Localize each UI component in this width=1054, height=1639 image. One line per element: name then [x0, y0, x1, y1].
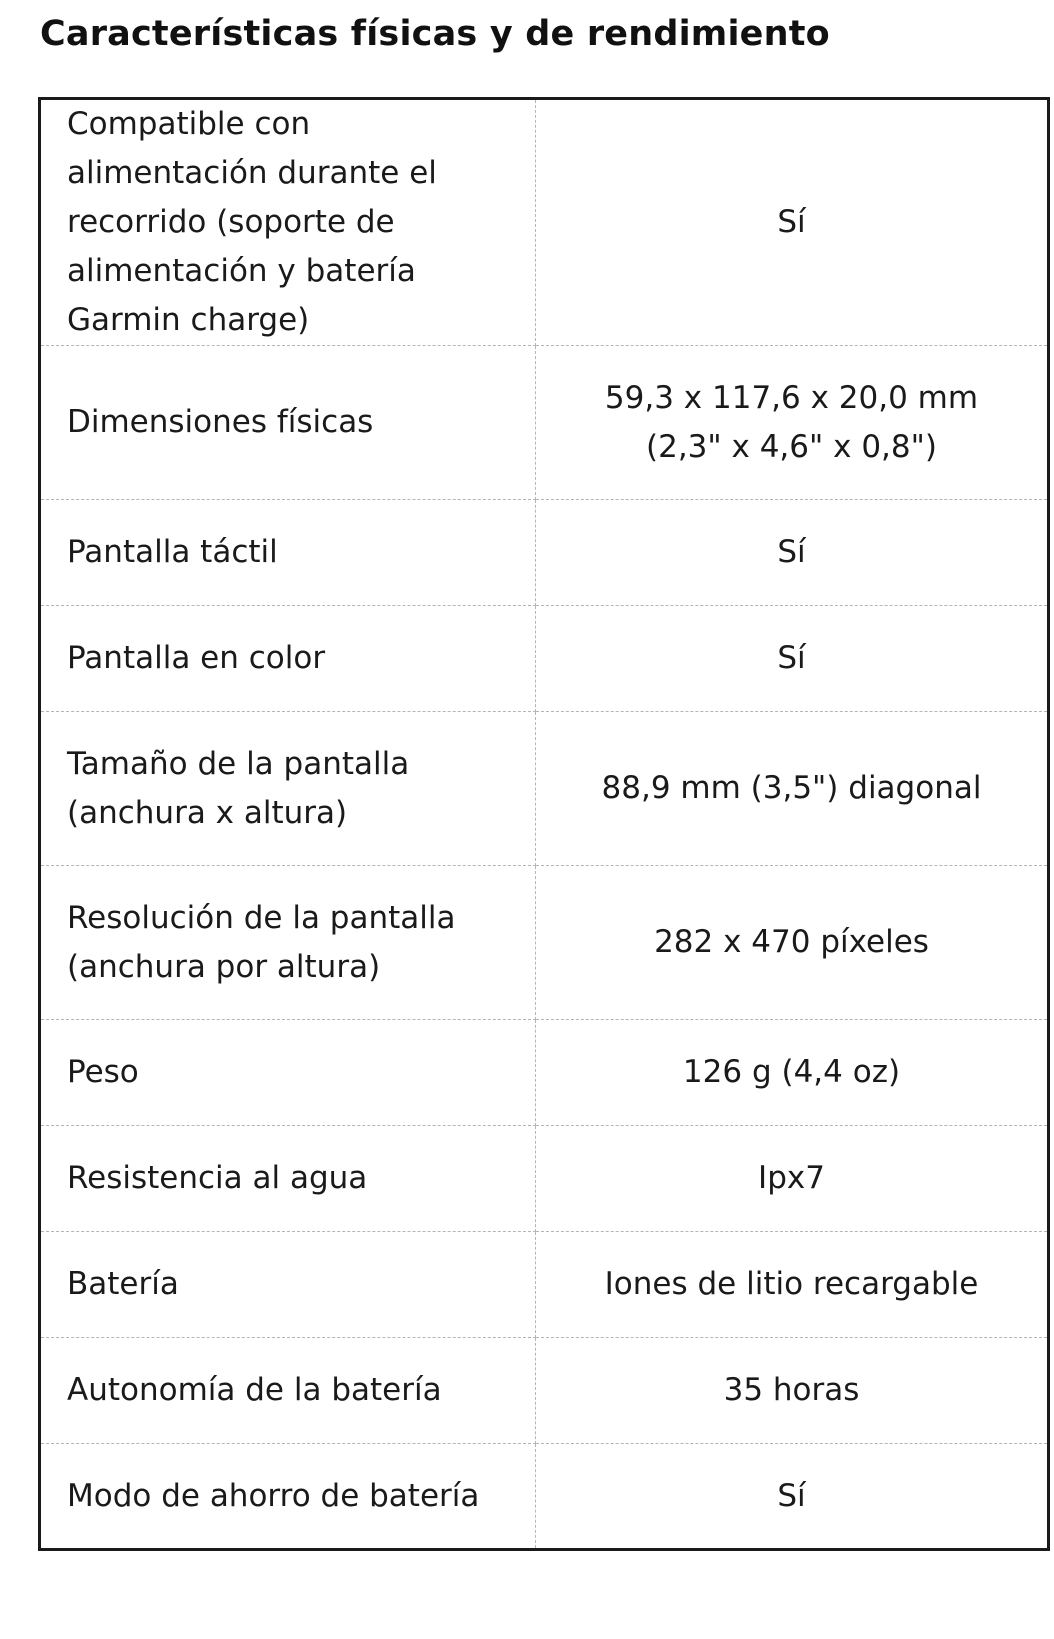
table-row — [40, 1232, 1049, 1338]
row-value: Sí — [536, 99, 1049, 346]
table-row — [40, 1444, 1049, 1550]
row-value: Iones de litio recargable — [536, 1232, 1049, 1338]
table-row — [40, 1338, 1049, 1444]
row-value: 35 horas — [536, 1338, 1049, 1444]
row-label: Pantalla táctil — [40, 500, 536, 606]
row-value: Ipx7 — [536, 1126, 1049, 1232]
row-label: Dimensiones físicas — [40, 346, 536, 500]
table-row — [40, 346, 1049, 500]
table-row — [40, 712, 1049, 866]
row-value: 126 g (4,4 oz) — [536, 1020, 1049, 1126]
row-label: Pantalla en color — [40, 606, 536, 712]
row-value: 59,3 x 117,6 x 20,0 mm (2,3" x 4,6" x 0,8") — [536, 346, 1049, 500]
row-label: Autonomía de la batería — [40, 1338, 536, 1444]
table-row — [40, 606, 1049, 712]
row-label: Peso — [40, 1020, 536, 1126]
row-value: 88,9 mm (3,5") diagonal — [536, 712, 1049, 866]
row-value: Sí — [536, 606, 1049, 712]
row-label: Resolución de la pantalla (anchura por altura) — [40, 866, 536, 1020]
row-value: 282 x 470 píxeles — [536, 866, 1049, 1020]
row-value: Sí — [536, 500, 1049, 606]
table-row — [40, 1020, 1049, 1126]
table-row — [40, 99, 1049, 346]
row-label: Compatible con alimentación durante el recorrido (soporte de alimentación y batería Garmin charge) — [40, 99, 536, 346]
table-row — [40, 500, 1049, 606]
spec-table — [38, 97, 1050, 1551]
table-row — [40, 1126, 1049, 1232]
row-label: Batería — [40, 1232, 536, 1338]
row-label: Resistencia al agua — [40, 1126, 536, 1232]
page-title: Características físicas y de rendimiento — [40, 14, 830, 54]
row-label: Modo de ahorro de batería — [40, 1444, 536, 1550]
table-row — [40, 866, 1049, 1020]
row-label: Tamaño de la pantalla (anchura x altura) — [40, 712, 536, 866]
row-value: Sí — [536, 1444, 1049, 1550]
